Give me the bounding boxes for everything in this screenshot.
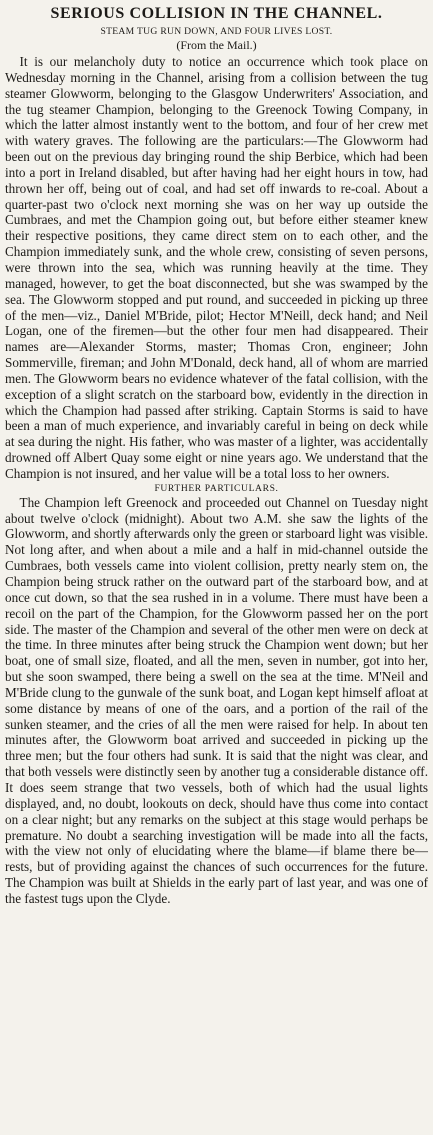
article-source: (From the Mail.) <box>176 38 257 52</box>
article-headline: SERIOUS COLLISION IN THE CHANNEL. <box>50 5 383 22</box>
section-heading: FURTHER PARTICULARS. <box>154 482 279 494</box>
article-subheadline: STEAM TUG RUN DOWN, AND FOUR LIVES LOST. <box>100 26 333 37</box>
article-paragraph-1: It is our melancholy duty to notice an occurrence which took place on Wednesday morning in the Channel, arising from a collision between the tug steamer Glowworm, belonging to the Glasgow Underwriters' Association, and the tug steamer Champion, belonging to the Greenock Towing Company, in which the latter almost instantly went to the bottom, and four of her crew met with watery graves. The following are the particulars:—The Glowworm had been out on the previous day bringing round the ship Berbice, which had been into a port in Ireland disabled, but after having had her eight hours in tow, had thrown her off, being out of coal, and had set off inwards to re-coal. About a quarter-past two o'clock next morning she was on her way up outside the Cumbraes, and met the Champion going out, but before either steamer knew their respective positions, they came direct stem on to each other, and the Champion immediately sunk, and the whole crew, consisting of seven persons, were thrown into the sea, which was running heavily at the time. They managed, however, to get the boat disconnected, but she was swamped by the sea. The Glowworm stopped and put round, and succeeded in picking up three of the men—viz., Daniel M'Bride, pilot; Hector M'Neill, deck hand; and Neil Logan, one of the firemen—but the other four men had disappeared. Their names are—Alexander Storms, master; Thomas Cron, engineer; John Sommerville, fireman; and John M'Donald, deck hand, all of whom are married men. The Glowworm bears no evidence whatever of the fatal collision, with the exception of a slight scratch on the starboard bow, evidently in the direction in which the Champion had passed after striking. Captain Storms is said to have been a man of much experience, and invariably careful in being on deck while at sea during the night. His father, who was master of a lighter, was accidentally drowned off Albert Quay some eight or nine years ago. We understand that the Champion is not insured, and her value will be a total loss to her owners. <box>5 54 428 481</box>
article-paragraph-2: The Champion left Greenock and proceeded out Channel on Tuesday night about twelve o'clock (midnight). About two A.M. she saw the lights of the Glowworm, and shortly afterwards only the green or starboard light was visible. Not long after, and when about a mile and a half in mid-channel outside the Cumbraes, both vessels came into violent collision, pretty nearly stem on, the Champion being struck rather on the outward part of the starboard bow, and at once cut down, so that the sea rushed in in a volume. There must have been a recoil on the part of the Champion, for the Glowworm passed her on the port side. The master of the Champion and several of the other men were on deck at the time. In three minutes after being struck the Champion went down; but her boat, one of small size, floated, and all the men, seven in number, got into her, but she soon swamped, there being a swell on the sea at the time. M'Neil and M'Bride clung to the gunwale of the sunk boat, and Logan kept himself afloat at some distance by means of one of the oars, and a portion of the rail of the sunken steamer, and the cries of all the men were raised for help. In about ten minutes after, the Glowworm boat arrived and succeeded in picking up the three men; but the four others had sunk. It is said that the night was clear, and that both vessels were distinctly seen by another tug a considerable distance off. It does seem strange that two vessels, both of which had the usual lights displayed, and, no doubt, lookouts on deck, should have thus come into contact on a clear night; but any remarks on the subject at this stage would perhaps be premature. No doubt a searching investigation will be made into all the facts, with the view not only of elucidating where the blame—if blame there be—rests, but of providing against the chances of such occurrences for the future. The Champion was built at Shields in the early part of last year, and was one of the fastest tugs upon the Clyde. <box>5 494 428 906</box>
